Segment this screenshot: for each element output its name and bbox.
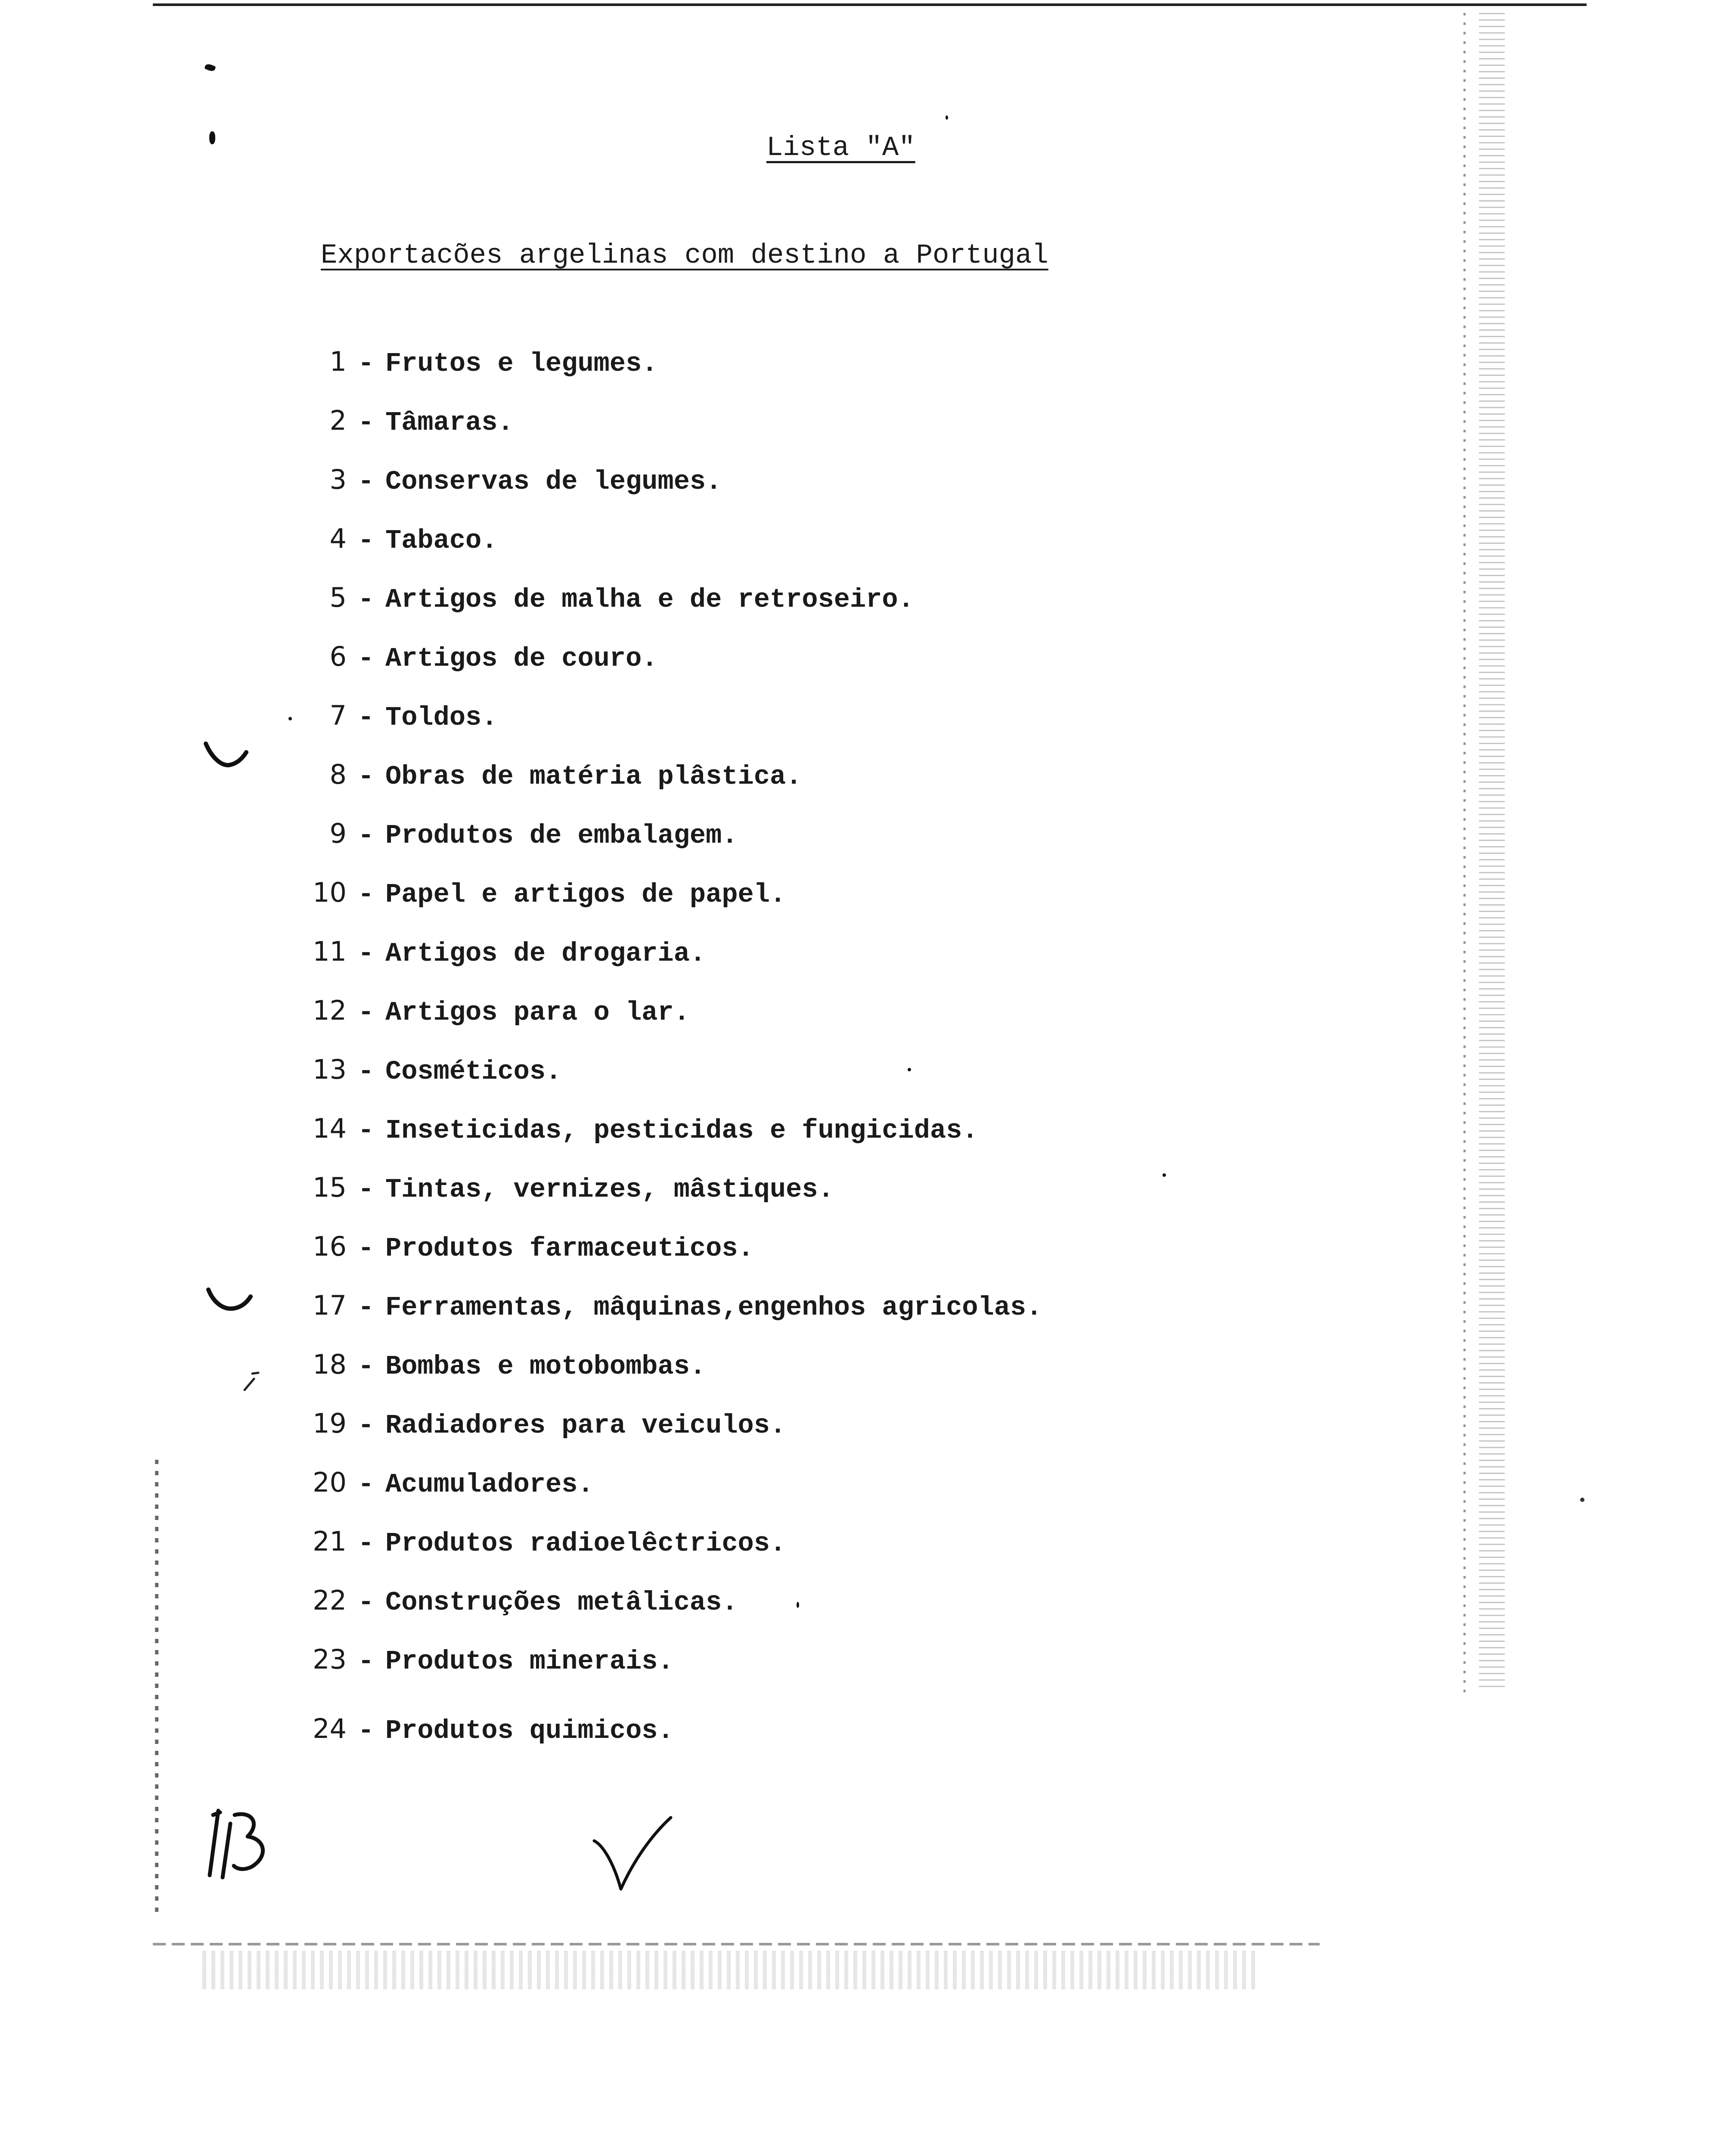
list-item [297,403,514,438]
item-text: Artigos de malha e de retroseiro. [385,584,914,615]
staple-mark [204,63,216,72]
item-separator: - [358,1174,374,1205]
page-subtitle: Exportacões argelinas com destino a Portugal [321,240,1048,271]
item-number: 23 [313,1644,347,1675]
list-item [297,462,722,497]
item-text: Produtos radioelêctricos. [385,1528,786,1559]
list-item [297,639,658,674]
item-separator: - [358,1292,374,1323]
item-separator: - [358,1528,374,1559]
item-number: 15 [313,1172,347,1203]
item-text: Artigos de couro. [385,643,658,674]
page-title: Lista "A" [766,133,915,164]
list-item [297,698,497,733]
list-item [297,757,802,792]
list-item [297,1288,1042,1323]
right-edge-scan-noise [1462,13,1509,1692]
item-text: Radiadores para veiculos. [385,1410,786,1441]
list-item [297,1524,786,1559]
item-separator: - [358,1587,374,1618]
ink-speck [1162,1173,1166,1177]
item-number: 14 [313,1113,347,1144]
item-text: Artigos de drogaria. [385,938,706,969]
item-separator: - [358,1056,374,1087]
item-text: Papel e artigos de papel. [385,879,786,910]
item-text: Produtos minerais. [385,1646,674,1677]
ink-speck [946,115,948,120]
item-separator: - [358,1716,374,1746]
item-number: 19 [313,1408,347,1439]
list-item [297,934,706,969]
item-text: Toldos. [385,702,498,733]
item-text: Frutos e legumes. [385,348,658,379]
list-item [297,1406,786,1441]
item-number: 22 [313,1585,347,1616]
list-item [297,580,914,615]
left-edge-scan-noise [155,1460,158,1912]
item-separator: - [358,466,374,497]
list-item [297,1583,738,1618]
bottom-scan-smudge [202,1951,1257,1989]
item-text: Produtos farmaceuticos. [385,1233,754,1264]
list-item [297,344,658,379]
item-text: Tabaco. [385,525,498,556]
item-number: 2 [329,405,347,436]
item-separator: - [358,1646,374,1677]
item-number: 8 [329,759,347,790]
item-separator: - [358,1233,374,1264]
item-number: 4 [329,523,347,554]
item-number: 13 [313,1054,347,1085]
item-separator: - [358,407,374,438]
item-text: Inseticidas, pesticidas e fungicidas. [385,1115,978,1146]
item-number: 18 [313,1349,347,1380]
item-text: Produtos quimicos. [385,1716,674,1746]
item-text: Obras de matéria plâstica. [385,761,802,792]
item-number: 17 [313,1290,347,1321]
item-number: 10 [313,877,347,908]
list-item [297,1229,754,1264]
item-number: 7 [329,700,347,731]
item-text: Artigos para o lar. [385,997,690,1028]
item-text: Acumuladores. [385,1469,594,1500]
check-mark-icon [206,1285,253,1315]
bottom-edge-line [153,1943,1320,1945]
item-separator: - [358,1469,374,1500]
list-item [297,993,690,1028]
item-text: Tâmaras. [385,407,514,438]
item-separator: - [358,820,374,851]
item-separator: - [358,761,374,792]
item-separator: - [358,525,374,556]
item-text: Bombas e motobombas. [385,1351,706,1382]
item-separator: - [358,997,374,1028]
item-number: 12 [313,995,347,1026]
item-number: 5 [329,582,347,613]
item-number: 24 [313,1713,347,1744]
list-item [297,1642,674,1677]
item-separator: - [358,643,374,674]
ink-speck [908,1068,911,1071]
item-separator: - [358,584,374,615]
list-item [297,875,786,910]
list-item [297,1111,978,1146]
scan-speck [1580,1498,1584,1502]
list-item [297,1052,561,1087]
item-number: 20 [313,1467,347,1498]
handwritten-page-number-icon [200,1802,282,1888]
item-separator: - [358,348,374,379]
list-item [297,816,738,851]
item-separator: - [358,1115,374,1146]
item-text: Cosméticos. [385,1056,562,1087]
item-separator: - [358,702,374,733]
item-text: Ferramentas, mâquinas,engenhos agricolas. [385,1292,1042,1323]
item-number: 16 [313,1231,347,1262]
ink-speck [797,1602,799,1608]
top-edge-line [153,3,1587,6]
item-text: Construções metâlicas. [385,1587,738,1618]
ink-speck [288,717,292,720]
list-item [297,1170,834,1205]
item-number: 9 [329,818,347,849]
item-number: 6 [329,641,347,672]
item-number: 21 [313,1526,347,1557]
list-item [297,521,497,556]
item-separator: - [358,1351,374,1382]
item-number: 3 [329,464,347,495]
item-text: Conservas de legumes. [385,466,722,497]
list-item [297,1465,594,1500]
item-text: Tintas, vernizes, mâstiques. [385,1174,834,1205]
item-separator: - [358,879,374,910]
item-separator: - [358,938,374,969]
check-mark-icon [202,738,250,773]
item-number: 11 [313,936,347,967]
tick-mark-icon [241,1369,263,1395]
item-text: Produtos de embalagem. [385,820,738,851]
list-item [297,1712,674,1746]
list-item [297,1347,706,1382]
item-number: 1 [329,346,347,377]
staple-mark [209,131,215,144]
item-separator: - [358,1410,374,1441]
check-mark-icon [590,1815,676,1897]
